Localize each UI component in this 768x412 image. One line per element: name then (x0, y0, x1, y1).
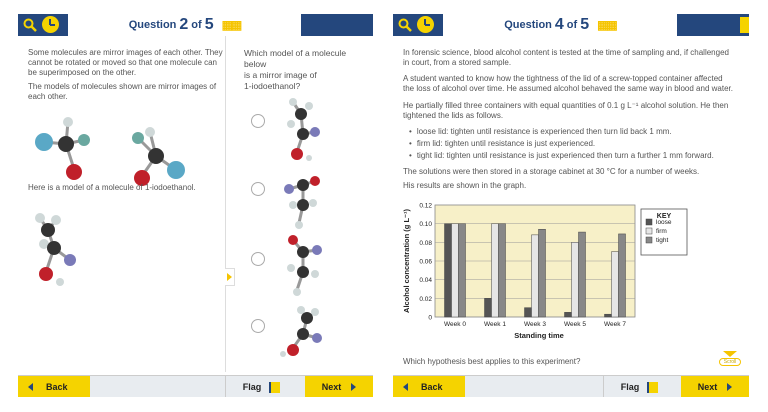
model-caption: Here is a model of a molecule of 1-iodoethanol. (28, 183, 196, 192)
y-axis-label: Alcohol concentration (g L⁻¹) (402, 209, 411, 313)
x-tick-label: Week 5 (564, 321, 586, 328)
y-tick-label: 0 (428, 314, 432, 322)
bar-firm (452, 224, 459, 317)
prompt-line: 1-iodoethanol? (244, 81, 301, 91)
total-questions: 5 (204, 16, 214, 33)
option-c-radio[interactable] (251, 252, 265, 266)
scroll-hint[interactable] (719, 351, 741, 366)
flag-icon (269, 382, 280, 393)
text-line: In forensic science, blood alcohol content is tested at the time of sampling and, if challenged (403, 48, 729, 57)
option-b-model[interactable] (273, 169, 333, 234)
bar-loose (605, 314, 612, 317)
y-tick-label: 0.04 (419, 277, 432, 285)
question-header (393, 14, 749, 36)
intro-line: Some molecules are mirror images of each other. They (28, 48, 223, 57)
legend-swatch (646, 228, 652, 234)
header-left-bar (393, 14, 443, 36)
legend-swatch (646, 219, 652, 225)
grid-icon[interactable]: ▦▦ (597, 18, 616, 32)
option-c-model[interactable] (273, 232, 333, 302)
paragraph-4: The solutions were then stored in a storage cabinet at 30 °C for a number of weeks. (403, 167, 700, 176)
paragraph-2 (403, 74, 748, 94)
lid-bullets (409, 126, 714, 162)
arrow-right-icon (351, 383, 356, 391)
bar-firm (612, 252, 619, 317)
y-tick-label: 0.02 (419, 295, 432, 303)
bar-tight (459, 224, 466, 317)
bullet-item: • tight lid: tighten until resistance is just experienced then turn a further 1 mm forward. (409, 150, 714, 162)
mirror-molecules-image (26, 114, 221, 189)
bar-tight (619, 234, 626, 317)
legend-label: tight (656, 237, 669, 244)
bar-tight (579, 232, 586, 317)
bullet-item: • firm lid: tighten until resistance is just experienced. (409, 138, 714, 150)
flag-button[interactable] (225, 376, 297, 397)
legend-title: KEY (656, 213, 672, 220)
option-d-radio[interactable] (251, 319, 265, 333)
alcohol-bar-chart (399, 199, 729, 349)
y-tick-label: 0.08 (419, 239, 432, 247)
current-question: 2 (179, 16, 189, 33)
bar-firm (532, 235, 539, 317)
option-a-model[interactable] (273, 94, 333, 164)
legend (641, 209, 687, 255)
option-a-radio[interactable] (251, 114, 265, 128)
x-tick-label: Week 7 (604, 321, 626, 328)
next-button[interactable] (681, 376, 749, 397)
arrow-right-icon (727, 383, 732, 391)
option-b-radio[interactable] (251, 182, 265, 196)
expand-tab[interactable] (225, 268, 235, 286)
bar-firm (492, 224, 499, 317)
navigation-footer (393, 375, 749, 397)
legend-swatch (646, 237, 652, 243)
header-right-bar (677, 14, 749, 36)
question-header (18, 14, 373, 36)
question-2-panel (18, 14, 373, 397)
models-line: each other. (28, 92, 68, 101)
text-line: in court, from a stored sample. (403, 58, 512, 67)
y-tick-label: 0.10 (419, 221, 432, 229)
column-divider (225, 36, 226, 372)
chevron-down-icon (723, 351, 737, 357)
prompt-line: Which model of a molecule below (244, 48, 347, 69)
of-word: of (566, 19, 578, 31)
grid-icon[interactable]: ▦▦ (221, 18, 241, 32)
bar-tight (499, 224, 506, 317)
models-line: The models of molecules shown are mirror images of (28, 82, 217, 91)
y-tick-label: 0.12 (419, 202, 432, 210)
bullet-item: • loose lid: tighten until resistance is experienced then turn lid back 1 mm. (409, 126, 714, 138)
back-button[interactable] (393, 376, 465, 397)
bar-loose (445, 224, 452, 317)
intro-text (28, 48, 223, 78)
header-right-bar (301, 14, 373, 36)
flag-label: Flag (242, 382, 262, 392)
flag-button[interactable] (603, 376, 675, 397)
search-icon[interactable] (23, 18, 37, 32)
bar-loose (525, 308, 532, 317)
clock-icon[interactable] (417, 16, 434, 33)
option-d-model[interactable] (273, 304, 333, 364)
models-text (28, 82, 223, 102)
x-tick-labels (444, 321, 626, 328)
intro-line: be superimposed on the other. (28, 68, 137, 77)
iodoethanol-model (26, 200, 106, 295)
question-counter (443, 14, 677, 36)
hypothesis-question: Which hypothesis best applies to this experiment? (403, 357, 581, 366)
x-tick-label: Week 3 (524, 321, 546, 328)
text-line: tightened the lids as follows. (403, 111, 504, 120)
back-label: Back (421, 382, 443, 392)
bar-loose (565, 312, 572, 317)
intro-line: cannot be rotated or moved so that one molecule can (28, 58, 218, 67)
x-tick-label: Week 0 (444, 321, 466, 328)
total-questions: 5 (580, 16, 590, 33)
flag-icon (647, 382, 658, 393)
x-tick-label: Week 1 (484, 321, 506, 328)
back-label: Back (46, 382, 68, 392)
text-line: the loss of alcohol over time. He assumed alcohol behaved the same way in blood and water. (403, 84, 733, 93)
bar-firm (572, 242, 579, 317)
paragraph-5: His results are shown in the graph. (403, 181, 527, 190)
paragraph-3 (403, 101, 748, 121)
bar-loose (485, 298, 492, 317)
legend-label: firm (656, 228, 667, 235)
bar-tight (539, 229, 546, 317)
header-left-bar (18, 14, 68, 36)
scroll-label: Scroll (719, 358, 741, 366)
arrow-left-icon (403, 383, 408, 391)
text-line: He partially filled three containers with equal quantities of 0.1 g L⁻¹ alcohol solution. He then (403, 101, 729, 110)
y-tick-labels (419, 203, 432, 322)
paragraph-1 (403, 48, 748, 68)
y-tick-label: 0.06 (419, 258, 432, 266)
arrow-left-icon (28, 383, 33, 391)
text-line: A student wanted to know how the tightness of the lid of a screw-topped container affected (403, 74, 723, 83)
question-prompt (244, 48, 369, 92)
clock-icon[interactable] (42, 16, 59, 33)
flag-label: Flag (620, 382, 640, 392)
x-axis-label: Standing time (514, 331, 564, 340)
back-button[interactable] (18, 376, 90, 397)
prompt-line: is a mirror image of (244, 70, 317, 80)
of-word: of (191, 19, 202, 31)
next-label: Next (321, 382, 342, 392)
question-counter (68, 14, 301, 36)
current-question: 4 (554, 16, 564, 33)
search-icon[interactable] (398, 18, 412, 32)
legend-label: loose (656, 219, 672, 226)
next-label: Next (697, 382, 718, 392)
navigation-footer (18, 375, 373, 397)
question-4-panel (393, 14, 749, 397)
question-word: Question (504, 19, 552, 31)
question-word: Question (128, 19, 177, 31)
next-button[interactable] (305, 376, 373, 397)
menu-tab-icon[interactable] (740, 17, 749, 33)
